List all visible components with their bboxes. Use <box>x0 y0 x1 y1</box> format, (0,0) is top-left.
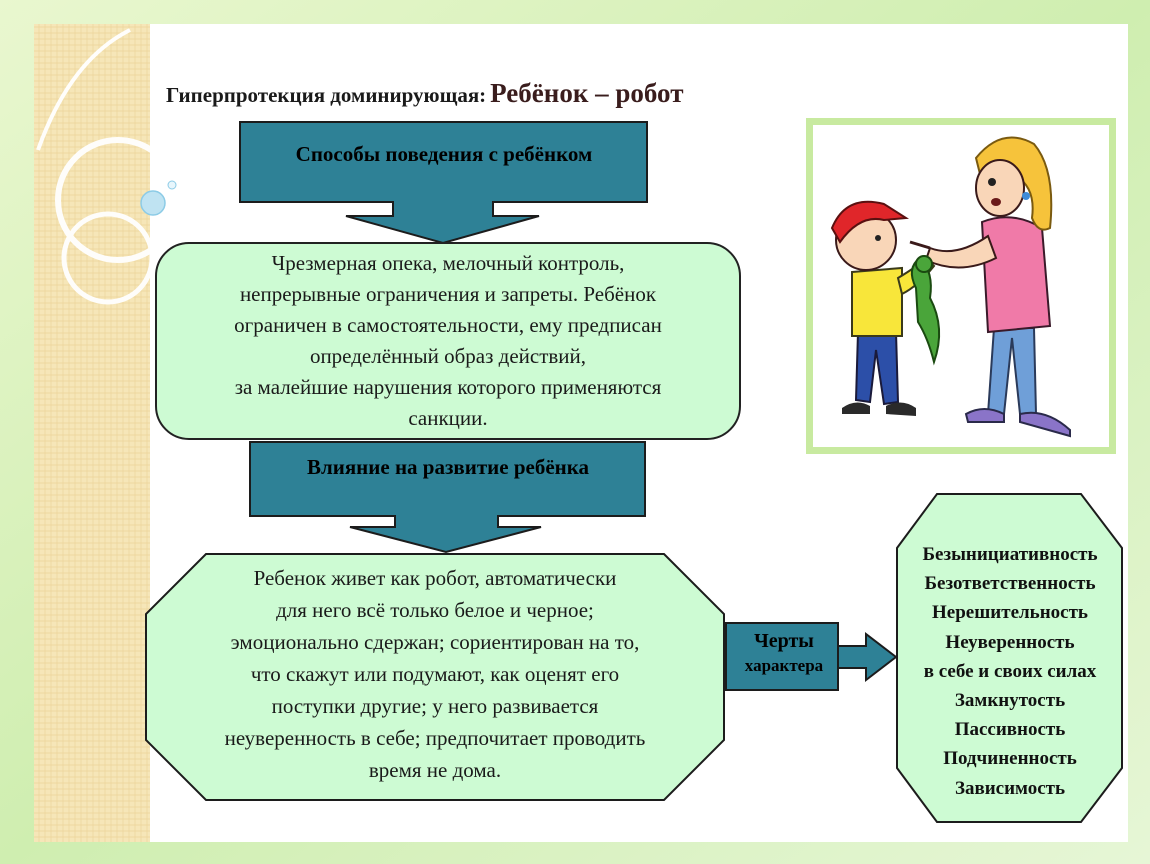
trait-item: Пассивность <box>954 719 1066 741</box>
title-emphasis: Ребёнок – робот <box>490 78 684 108</box>
behavior-line: определённый образ действий, <box>309 344 587 368</box>
traits-cue-line2: характера <box>744 656 824 675</box>
influence-line: что скажут или подумают, как оценят его <box>250 662 620 686</box>
influence-heading: Влияние на развитие ребёнка <box>306 454 590 479</box>
title-lead: Гиперпротекция доминирующая: <box>166 83 487 107</box>
trait-item: Зависимость <box>954 777 1066 799</box>
trait-item: Подчиненность <box>943 748 1077 770</box>
slide-title <box>166 78 866 109</box>
influence-line: время не дома. <box>368 758 502 782</box>
influence-description <box>148 562 722 786</box>
trait-item: Нерешительность <box>932 602 1088 624</box>
traits-cue-line1: Черты <box>754 630 814 652</box>
mother-scolding-child-illustration <box>806 118 1116 454</box>
trait-item: Замкнутость <box>954 690 1066 712</box>
bubble-small <box>168 181 176 189</box>
trait-item: Безответственность <box>924 573 1096 595</box>
trait-item: Безынициативность <box>922 544 1098 565</box>
trait-item: Неуверенность <box>945 631 1075 653</box>
behavior-line: за малейшие нарушения которого применяются <box>234 375 662 399</box>
influence-line: для него всё только белое и черное; <box>276 598 594 622</box>
behavior-line: ограничен в самостоятельности, ему предписан <box>234 313 662 337</box>
traits-cue-label <box>726 628 842 678</box>
traits-list <box>897 540 1123 803</box>
influence-line: неуверенность в себе; предпочитает проводить <box>224 726 646 750</box>
trait-item: в себе и своих силах <box>923 660 1097 682</box>
behavior-description-box <box>155 242 741 440</box>
behavior-line: непрерывные ограничения и запреты. Ребёнок <box>239 282 657 306</box>
bubble-large <box>141 191 165 215</box>
behavior-line: Чрезмерная опека, мелочный контроль, <box>271 251 625 275</box>
influence-line: Ребенок живет как робот, автоматически <box>253 566 617 590</box>
behavior-heading: Способы поведения с ребёнком <box>295 141 593 166</box>
behavior-line: санкции. <box>408 406 488 430</box>
influence-line: эмоционально сдержан; сориентирован на то, <box>230 630 640 654</box>
influence-line: поступки другие; у него развивается <box>271 694 599 718</box>
